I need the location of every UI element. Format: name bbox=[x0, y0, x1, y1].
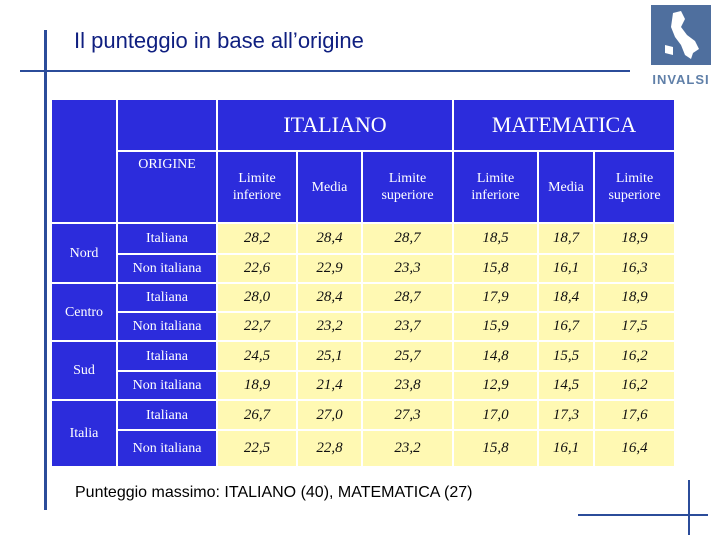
region-label-nord: Nord bbox=[52, 224, 116, 282]
region-label-centro: Centro bbox=[52, 284, 116, 340]
score-cell: 17,6 bbox=[595, 401, 674, 429]
origin-label: Non italiana bbox=[118, 372, 216, 399]
score-cell: 17,3 bbox=[539, 401, 593, 429]
score-cell: 18,9 bbox=[595, 224, 674, 253]
vertical-rule-left bbox=[44, 30, 47, 510]
origin-label: Non italiana bbox=[118, 255, 216, 282]
score-cell: 28,4 bbox=[298, 284, 361, 311]
column-header: Limite superiore bbox=[363, 152, 452, 222]
horizontal-rule-bottom bbox=[578, 514, 708, 516]
footer-note: Punteggio massimo: ITALIANO (40), MATEMATICA (27) bbox=[75, 484, 473, 501]
score-cell: 27,3 bbox=[363, 401, 452, 429]
score-cell: 28,4 bbox=[298, 224, 361, 253]
score-cell: 27,0 bbox=[298, 401, 361, 429]
score-cell: 16,1 bbox=[539, 431, 593, 466]
score-cell: 16,7 bbox=[539, 313, 593, 340]
score-cell: 23,2 bbox=[298, 313, 361, 340]
score-table bbox=[51, 99, 675, 467]
score-cell: 17,5 bbox=[595, 313, 674, 340]
origin-label: Italiana bbox=[118, 401, 216, 429]
score-cell: 22,6 bbox=[218, 255, 296, 282]
origin-header: ORIGINE bbox=[118, 152, 216, 222]
score-cell: 26,7 bbox=[218, 401, 296, 429]
score-cell: 23,3 bbox=[363, 255, 452, 282]
score-cell: 23,2 bbox=[363, 431, 452, 466]
score-cell: 18,7 bbox=[539, 224, 593, 253]
score-cell: 25,1 bbox=[298, 342, 361, 370]
region-label-sud: Sud bbox=[52, 342, 116, 399]
score-cell: 15,9 bbox=[454, 313, 537, 340]
origin-label: Non italiana bbox=[118, 313, 216, 340]
score-cell: 22,5 bbox=[218, 431, 296, 466]
matematica-header: MATEMATICA bbox=[454, 100, 674, 150]
score-cell: 28,7 bbox=[363, 284, 452, 311]
score-cell: 15,8 bbox=[454, 431, 537, 466]
score-cell: 16,3 bbox=[595, 255, 674, 282]
score-cell: 14,8 bbox=[454, 342, 537, 370]
column-header: Limite inferiore bbox=[454, 152, 537, 222]
score-cell: 22,7 bbox=[218, 313, 296, 340]
score-cell: 28,7 bbox=[363, 224, 452, 253]
score-cell: 21,4 bbox=[298, 372, 361, 399]
score-cell: 28,2 bbox=[218, 224, 296, 253]
score-cell: 15,8 bbox=[454, 255, 537, 282]
invalsi-logo bbox=[649, 5, 713, 92]
score-cell: 16,2 bbox=[595, 372, 674, 399]
score-cell: 23,7 bbox=[363, 313, 452, 340]
score-cell: 18,9 bbox=[595, 284, 674, 311]
score-cell: 17,9 bbox=[454, 284, 537, 311]
slide-title: Il punteggio in base all’origine bbox=[74, 28, 364, 53]
horizontal-rule-top bbox=[20, 70, 630, 72]
score-cell: 16,4 bbox=[595, 431, 674, 466]
score-cell: 23,8 bbox=[363, 372, 452, 399]
score-cell: 28,0 bbox=[218, 284, 296, 311]
score-cell: 24,5 bbox=[218, 342, 296, 370]
region-label-italia: Italia bbox=[52, 401, 116, 466]
score-cell: 16,2 bbox=[595, 342, 674, 370]
origin-label: Non italiana bbox=[118, 431, 216, 466]
column-header: Media bbox=[539, 152, 593, 222]
score-cell: 18,4 bbox=[539, 284, 593, 311]
score-cell: 18,9 bbox=[218, 372, 296, 399]
score-cell: 25,7 bbox=[363, 342, 452, 370]
score-cell: 17,0 bbox=[454, 401, 537, 429]
logo-map-icon bbox=[651, 5, 711, 65]
logo-text: INVALSI bbox=[652, 72, 710, 87]
corner-blank-cell bbox=[52, 100, 116, 222]
score-cell: 14,5 bbox=[539, 372, 593, 399]
column-header: Limite superiore bbox=[595, 152, 674, 222]
vertical-rule-right bbox=[688, 480, 690, 535]
score-cell: 22,9 bbox=[298, 255, 361, 282]
corner-blank-cell-top bbox=[118, 100, 216, 150]
column-header: Media bbox=[298, 152, 361, 222]
score-cell: 16,1 bbox=[539, 255, 593, 282]
column-header: Limite inferiore bbox=[218, 152, 296, 222]
score-cell: 15,5 bbox=[539, 342, 593, 370]
origin-label: Italiana bbox=[118, 284, 216, 311]
score-cell: 18,5 bbox=[454, 224, 537, 253]
origin-label: Italiana bbox=[118, 224, 216, 253]
score-cell: 22,8 bbox=[298, 431, 361, 466]
origin-label: Italiana bbox=[118, 342, 216, 370]
italiano-header: ITALIANO bbox=[218, 100, 452, 150]
score-cell: 12,9 bbox=[454, 372, 537, 399]
